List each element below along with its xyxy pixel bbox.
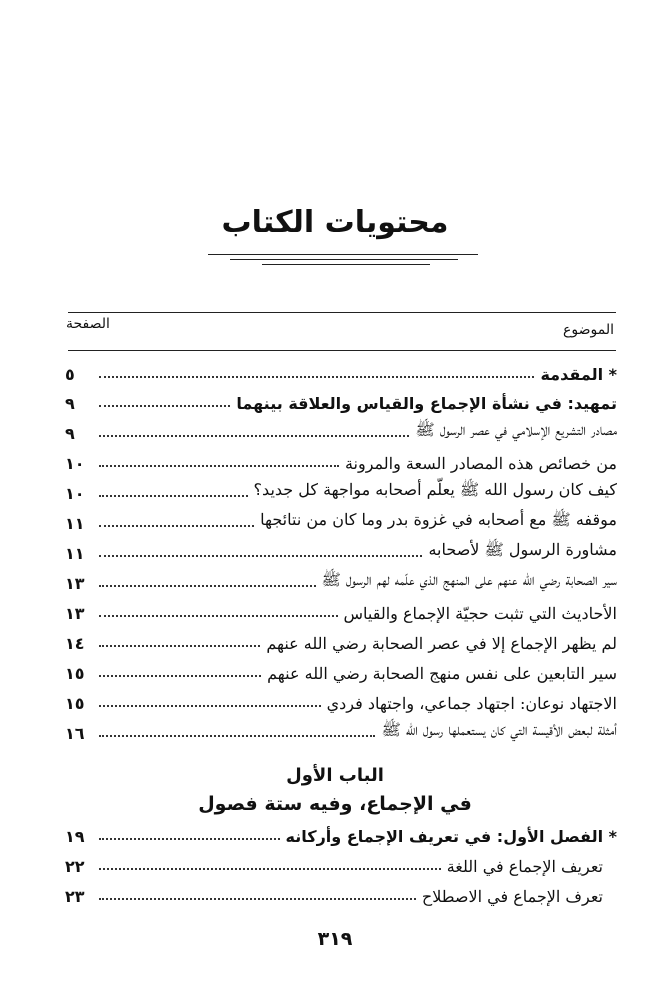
header-bottom-rule <box>68 350 616 351</box>
dot-leader <box>99 735 375 737</box>
dot-leader <box>99 555 422 557</box>
toc-entry-topic: من خصائص هذه المصادر السعة والمرونة <box>344 454 617 473</box>
toc-entry-page: ١١ <box>65 544 85 563</box>
title-rule-middle <box>230 259 458 260</box>
dot-leader <box>99 615 338 617</box>
page-title: محتويات الكتاب <box>221 205 449 240</box>
dot-leader <box>99 645 260 647</box>
toc-entry <box>65 449 617 473</box>
dot-leader <box>99 705 321 707</box>
dot-leader <box>99 525 254 527</box>
toc-entry <box>65 599 617 623</box>
title-rule-top <box>208 254 478 255</box>
toc-entry <box>65 569 617 593</box>
toc-entry-topic: مصادر التشريع الإسلامي في عصر الرسول ﷺ <box>415 420 617 439</box>
toc-entry <box>65 629 617 653</box>
dot-leader <box>99 898 416 900</box>
toc-entry-page: ١٣ <box>65 574 85 593</box>
toc-entry-topic: * الفصل الأول: في تعريف الإجماع وأركانه <box>285 827 617 846</box>
dot-leader <box>99 675 261 677</box>
dot-leader <box>99 405 230 407</box>
toc-entry-topic: تمهيد: في نشأة الإجماع والقياس والعلاقة بينهما <box>236 394 617 413</box>
toc-entry <box>65 852 617 876</box>
toc-entry-topic: لم يظهر الإجماع إلا في عصر الصحابة رضي الله عنهم <box>266 634 617 653</box>
toc-entry <box>65 539 617 563</box>
dot-leader <box>99 465 339 467</box>
dot-leader <box>99 838 280 840</box>
dot-leader <box>99 495 248 497</box>
toc-entry-page: ٥ <box>65 365 75 384</box>
toc-entry-page: ١٠ <box>65 484 85 503</box>
dot-leader <box>99 585 316 587</box>
toc-entry-page: ٢٢ <box>65 857 85 876</box>
toc-entry-topic: موقفه ﷺ مع أصحابه في غزوة بدر وما كان من نتائجها <box>260 510 617 529</box>
toc-entry-topic: سير الصحابة رضي الله عنهم على المنهج الذي علّمه لهم الرسول ﷺ <box>321 570 617 589</box>
toc-entry-topic: كيف كان رسول الله ﷺ يعلّم أصحابه مواجهة كل جديد؟ <box>253 480 617 499</box>
toc-entry <box>65 882 617 906</box>
toc-entry <box>65 479 617 503</box>
toc-entry-page: ١٥ <box>65 694 85 713</box>
toc-entry <box>65 360 617 384</box>
toc-entry-topic: تعرف الإجماع في الاصطلاح <box>421 887 603 906</box>
part-subtitle: في الإجماع، وفيه ستة فصول <box>198 793 472 815</box>
toc-entry-topic: سير التابعين على نفس منهج الصحابة رضي الله عنهم <box>267 664 617 683</box>
page-number: ٣١٩ <box>317 928 353 950</box>
toc-entry-page: ١٥ <box>65 664 85 683</box>
toc-entry <box>65 822 617 846</box>
toc-entry-page: ٩ <box>65 424 75 443</box>
toc-entry <box>65 389 617 413</box>
toc-entry-topic: الاجتهاد نوعان: اجتهاد جماعي، واجتهاد فردي <box>326 694 617 713</box>
dot-leader <box>99 435 409 437</box>
title-rule-bottom <box>262 264 430 265</box>
dot-leader <box>99 868 441 870</box>
toc-entry-topic: تعريف الإجماع في اللغة <box>446 857 603 876</box>
toc-entry-topic: الأحاديث التي تثبت حجيّة الإجماع والقياس <box>343 604 617 623</box>
toc-entry-topic: أمثلة لبعض الأقيسة التي كان يستعملها رسول الله ﷺ <box>381 720 617 739</box>
toc-entry <box>65 719 617 743</box>
toc-entry-page: ١٣ <box>65 604 85 623</box>
toc-entry-topic: * المقدمة <box>540 365 617 384</box>
toc-entry-page: ١٦ <box>65 724 85 743</box>
toc-entry <box>65 509 617 533</box>
dot-leader <box>99 376 534 378</box>
toc-entry-page: ٩ <box>65 394 75 413</box>
toc-entry <box>65 419 617 443</box>
part-title: الباب الأول <box>286 765 384 786</box>
toc-entry-page: ١٤ <box>65 634 85 653</box>
toc-entry-page: ٢٣ <box>65 887 85 906</box>
toc-entry-page: ١٩ <box>65 827 85 846</box>
toc-entry <box>65 689 617 713</box>
toc-entry-page: ١٠ <box>65 454 85 473</box>
header-top-rule <box>68 312 616 313</box>
column-header-page: الصفحة <box>66 316 110 332</box>
toc-entry-page: ١١ <box>65 514 85 533</box>
column-header-topic: الموضوع <box>563 322 614 338</box>
toc-entry <box>65 659 617 683</box>
toc-entry-topic: مشاورة الرسول ﷺ لأصحابه <box>428 540 617 559</box>
